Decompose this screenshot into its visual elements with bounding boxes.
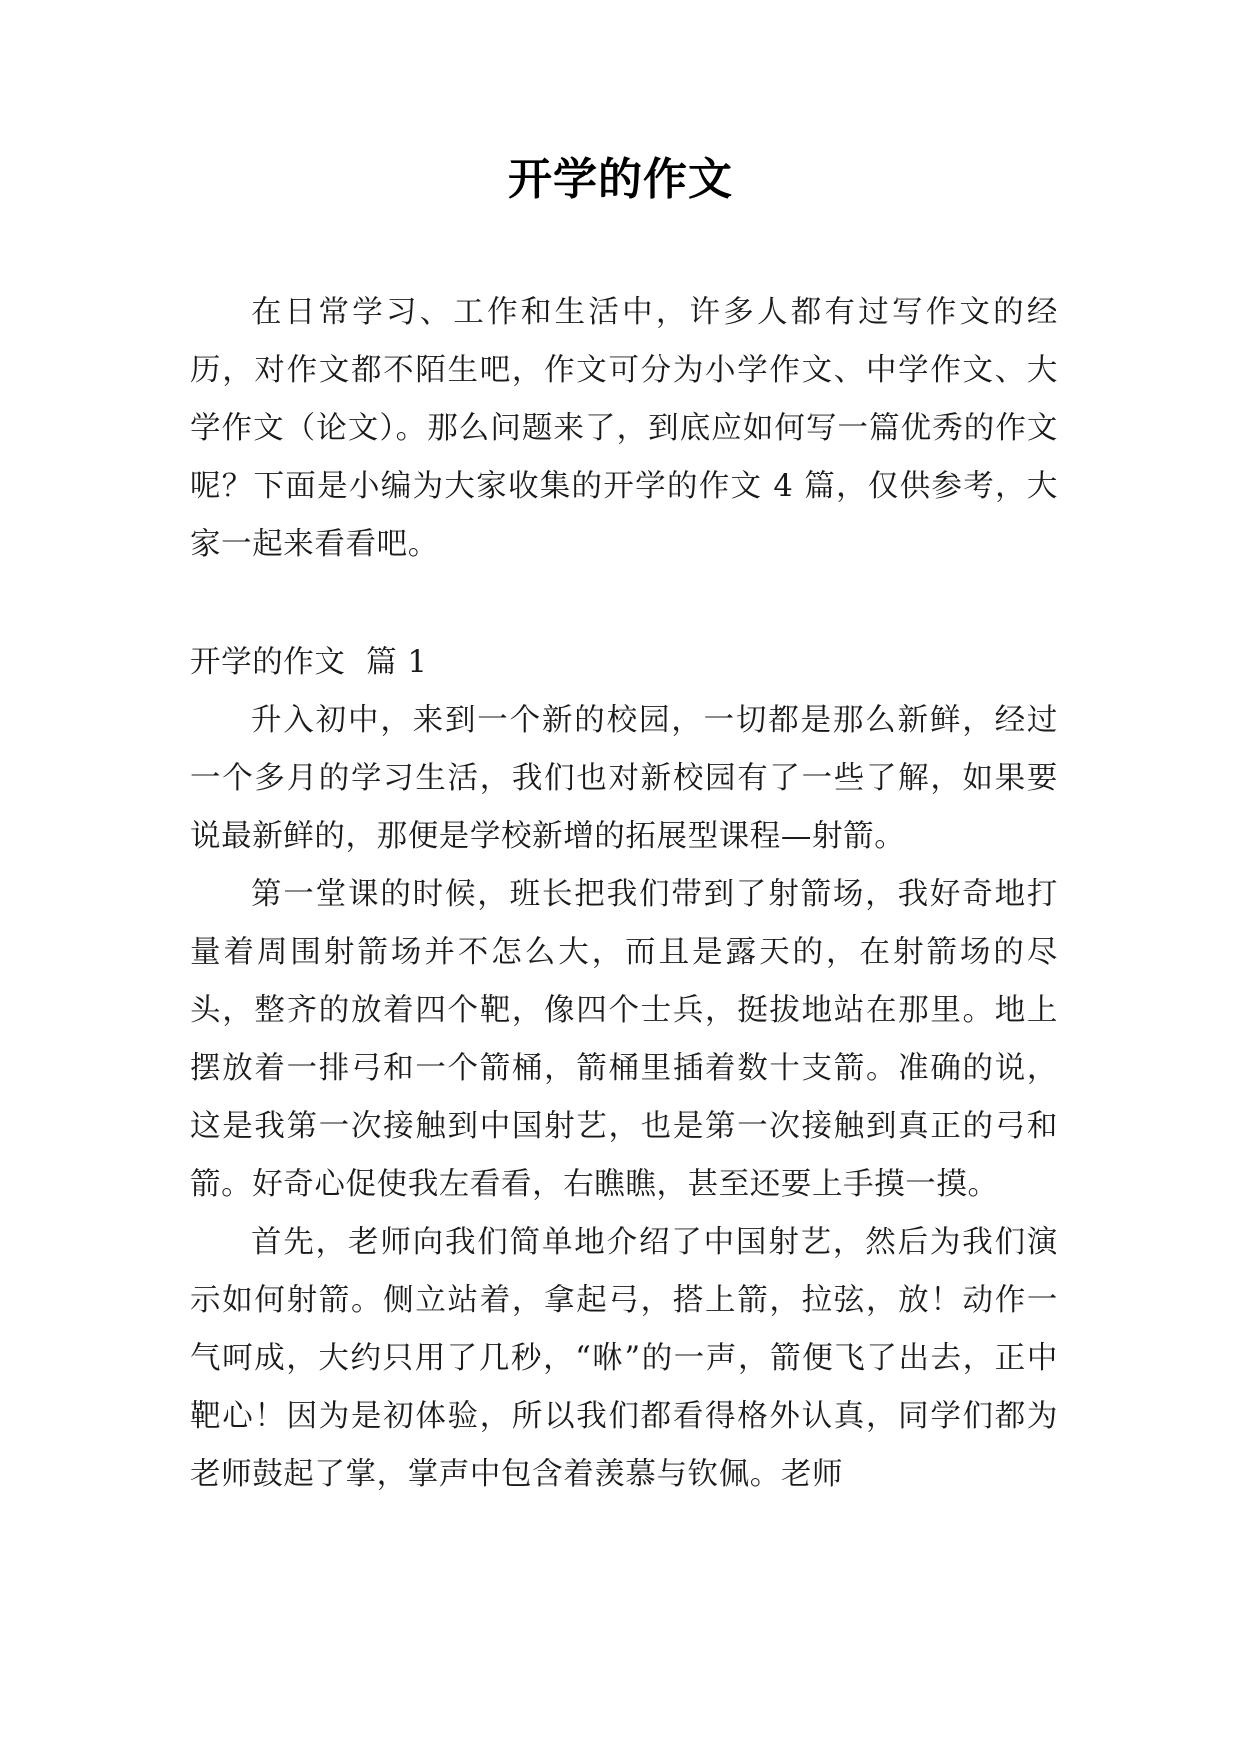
intro-section xyxy=(190,284,1058,574)
essay-section xyxy=(190,634,1058,1504)
document-title: 开学的作文 xyxy=(508,154,733,205)
essay-paragraph-2: 第一堂课的时候，班长把我们带到了射箭场，我好奇地打量着周围射箭场并不怎么大，而且是露天的，在射箭场的尽头，整齐的放着四个靶，像四个士兵，挺拔地站在那里。地上摆放着一排弓和一个箭桶，箭桶里插着数十支箭。准确的说，这是我第一次接触到中国射艺，也是第一次接触到真正的弓和箭。好奇心促使我左看看，右瞧瞧，甚至还要上手摸一摸。 xyxy=(190,877,1058,1202)
essay-paragraph-1: 升入初中，来到一个新的校园，一切都是那么新鲜，经过一个多月的学习生活，我们也对新校园有了一些了解，如果要说最新鲜的，那便是学校新增的拓展型课程—射箭。 xyxy=(190,703,1058,854)
section-heading: 开学的作文 篇 1 xyxy=(190,645,428,680)
intro-paragraph: 在日常学习、工作和生活中，许多人都有过写作文的经历，对作文都不陌生吧，作文可分为小学作文、中学作文、大学作文（论文）。那么问题来了，到底应如何写一篇优秀的作文呢？下面是小编为大家收集的开学的作文 4 篇，仅供参考，大家一起来看看吧。 xyxy=(190,295,1058,562)
essay-paragraph-3: 首先，老师向我们简单地介绍了中国射艺，然后为我们演示如何射箭。侧立站着，拿起弓，搭上箭，拉弦，放！动作一气呵成，大约只用了几秒，“咻”的一声，箭便飞了出去，正中靶心！因为是初体验，所以我们都看得格外认真，同学们都为老师鼓起了掌，掌声中包含着羡慕与钦佩。老师 xyxy=(190,1225,1058,1492)
